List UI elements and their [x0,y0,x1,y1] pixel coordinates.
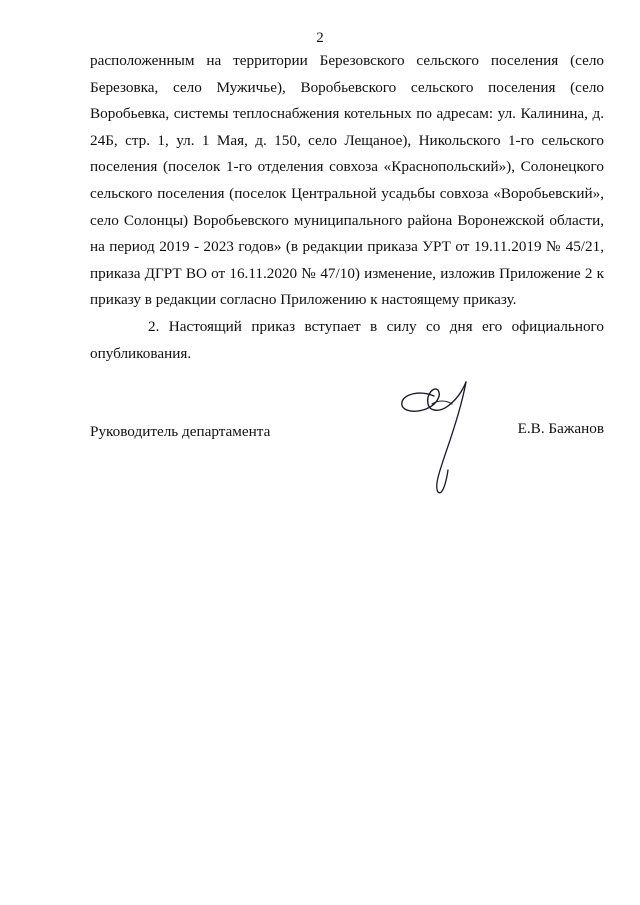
paragraph-2: 2. Настоящий приказ вступает в силу со дня его официального опубликования. [90,318,604,362]
signature-icon [396,374,486,504]
signer-title: Руководитель департамента [90,423,271,440]
signer-name: Е.В. Бажанов [517,420,604,437]
signature-block [90,414,604,504]
page-number: 2 [316,30,324,46]
paragraph-1: расположенным на территории Березовского сельского поселения (село Березовка, село Мужичье), Воробьевского сельского поселения (село Воробьевка, системы теплоснабжения котельных по адресам: ул. Калинина, д. 24Б, стр. 1, ул. 1 Мая, д. 150, село Лещаное), Никольского 1-го сельского поселения (поселок 1-го отделения совхоза «Краснопольский»), Солонецкого сельского поселения (поселок Центральной усадьбы совхоза «Воробьевский», село Солонцы) Воробьевского муниципального района Воронежской области, на период 2019 - 2023 годов» (в редакции приказа УРТ от 19.11.2019 № 45/21, приказа ДГРТ ВО от 16.11.2020 № 47/10) изменение, изложив Приложение 2 к приказу в редакции согласно Приложению к настоящему приказу. [90,52,604,309]
